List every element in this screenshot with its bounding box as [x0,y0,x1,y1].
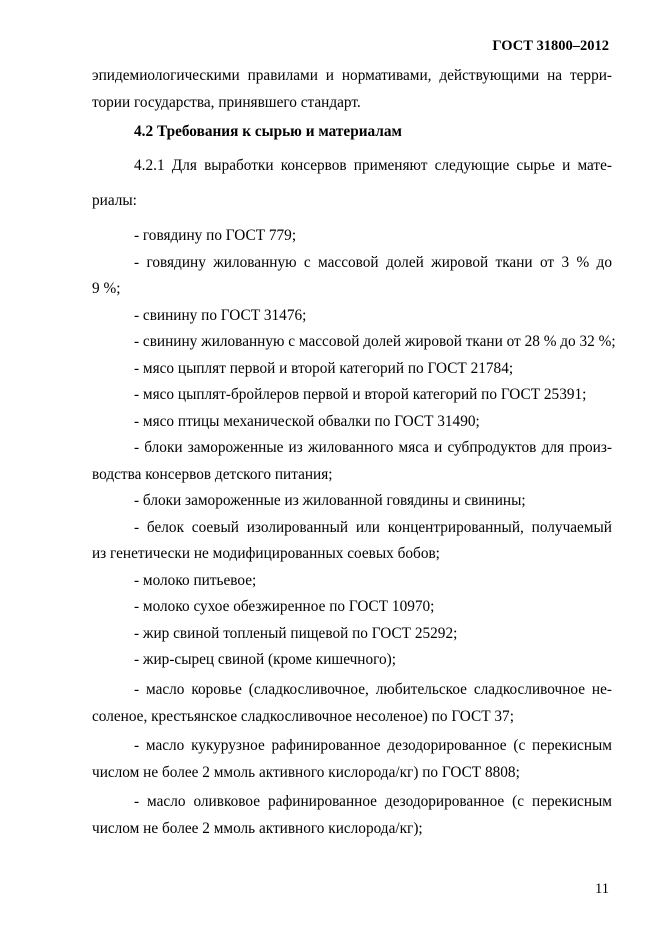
intro-line: тории государства, принявшего стандарт. [92,94,361,111]
list-item: - мясо птицы механической обвалки по ГОСТ 31490; [134,413,480,430]
list-item-continuation: 9 %; [92,280,121,297]
list-item: - белок соевый изолированный или концентрированный, получаемый [134,519,612,536]
list-item: - говядину по ГОСТ 779; [134,227,297,244]
list-item: - молоко сухое обезжиренное по ГОСТ 10970; [134,598,435,615]
list-item-continuation: числом не более 2 ммоль активного кислорода/кг); [92,820,423,837]
list-item: - жир-сырец свиной (кроме кишечного); [134,651,397,668]
document-header: ГОСТ 31800–2012 [492,38,609,54]
list-item-continuation: из генетически не модифицированных соевых бобов; [92,545,440,562]
list-item: - масло оливковое рафинированное дезодорированное (с перекисным [134,793,612,810]
page-number: 11 [595,881,609,897]
list-item-continuation: водства консервов детского питания; [92,466,333,483]
list-item-continuation: соленое, крестьянское сладкосливочное несоленое) по ГОСТ 37; [92,708,514,725]
list-item: - блоки замороженные из жилованного мяса и субпродуктов для произ- [134,439,612,456]
list-item: - мясо цыплят первой и второй категорий по ГОСТ 21784; [134,360,514,377]
list-item: - свинину жилованную с массовой долей жировой ткани от 28 % до 32 %; [134,333,616,350]
intro-line: эпидемиологическими правилами и нормативами, действующими на терри- [92,67,612,84]
list-item: - свинину по ГОСТ 31476; [134,307,307,324]
paragraph-line: 4.2.1 Для выработки консервов применяют следующие сырье и мате- [134,157,612,174]
section-heading: 4.2 Требования к сырью и материалам [134,123,402,140]
list-item: - жир свиной топленый пищевой по ГОСТ 25292; [134,625,458,642]
list-item-continuation: числом не более 2 ммоль активного кислорода/кг) по ГОСТ 8808; [92,764,520,781]
list-item: - говядину жилованную с массовой долей жировой ткани от 3 % до [134,254,612,271]
list-item: - масло кукурузное рафинированное дезодорированное (с перекисным [134,737,612,754]
paragraph-line: риалы: [92,192,137,209]
list-item: - блоки замороженные из жилованной говядины и свинины; [134,492,526,509]
list-item: - мясо цыплят-бройлеров первой и второй категорий по ГОСТ 25391; [134,386,587,403]
list-item: - молоко питьевое; [134,572,257,589]
list-item: - масло коровье (сладкосливочное, любительское сладкосливочное не- [134,681,612,698]
